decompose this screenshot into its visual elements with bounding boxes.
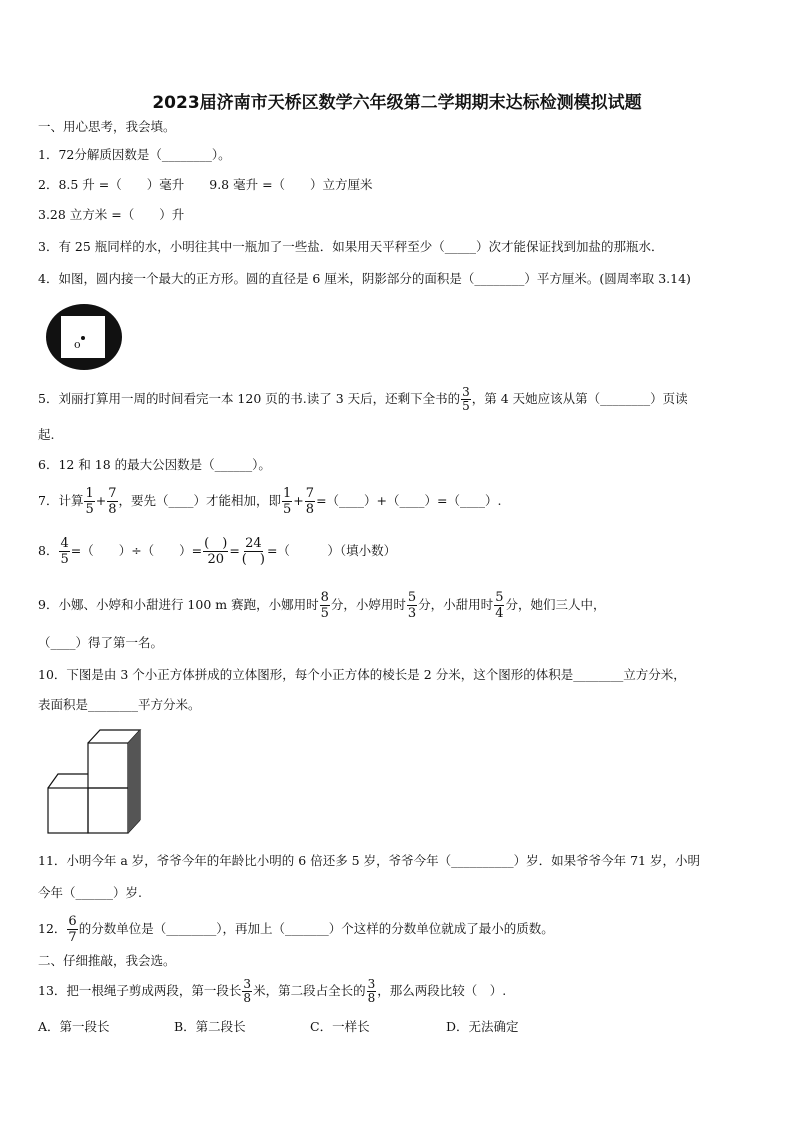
cubes-figure	[46, 728, 156, 838]
question-1: 1．72分解质因数是（________）。	[38, 147, 231, 162]
question-10-line-1: 10．下图是由 3 个小正方体拼成的立体图形，每个小正方体的棱长是 2 分米，这个图形的体积是________立方分米，	[38, 667, 686, 682]
question-9-continued: （____）得了第一名。	[38, 635, 164, 650]
question-4: 4．如图，圆内接一个最大的正方形。圆的直径是 6 厘米，阴影部分的面积是（________）平方厘米。(圆周率取 3.14)	[38, 271, 691, 286]
question-2-line-1: 2．8.5 升 =（ ）毫升 9.8 毫升 =（ ）立方厘米	[38, 177, 373, 192]
question-11-line-2: 今年（______）岁.	[38, 885, 142, 900]
question-9: 9．小娜、小婷和小甜进行 100 m 赛跑，小娜用时 $\frac{8}{5}$ 分，小婷用时 $\frac{5}{3}$ 分，小甜用时 $\frac{5}{4}$ 分，她们三人中，	[38, 590, 606, 621]
cube-shaded-side	[128, 730, 140, 833]
section-heading-1: 一、用心思考，我会填。	[38, 119, 176, 134]
circle-square-figure	[44, 302, 124, 372]
question-11-line-1: 11．小明今年 a 岁，爷爷今年的年龄比小明的 6 倍还多 5 岁，爷爷今年（__________）岁．如果爷爷今年 71 岁，小明	[38, 853, 700, 868]
fraction-3-5: $\frac{3}{5}$	[462, 385, 470, 413]
question-2-line-2: 3.28 立方米 =（ ）升	[38, 207, 185, 222]
cube-front-right	[88, 788, 128, 833]
question-10-line-2: 表面积是________平方分米。	[38, 697, 201, 712]
option-b[interactable]: B．第二段长	[174, 1019, 246, 1034]
center-label: o	[74, 338, 81, 351]
question-8: 8． $\frac{4}{5}$ =（ ）÷（ ）= $\frac{( )}{20}$ = $\frac{24}{( )}$ =（ ）（填小数）	[38, 536, 397, 567]
question-13-options	[38, 1018, 582, 1036]
question-7: 7．计算 $\frac{1}{5}$ + $\frac{7}{8}$ ，要先（____）才能相加，即 $\frac{1}{5}$ + $\frac{7}{8}$ =（____）+（____）=（____）.	[38, 486, 502, 517]
question-12: 12． $\frac{6}{7}$ 的分数单位是（________），再加上（_______）个这样的分数单位就成了最小的质数。	[38, 914, 554, 945]
option-a[interactable]: A．第一段长	[38, 1019, 110, 1034]
option-c[interactable]: C．一样长	[310, 1019, 370, 1034]
page-title: 2023届济南市天桥区数学六年级第二学期期末达标检测模拟试题	[152, 93, 642, 113]
cube-front-left	[48, 788, 88, 833]
question-5-continued: 起.	[38, 427, 55, 442]
center-dot	[81, 336, 85, 340]
section-heading-2: 二、仔细推敲，我会选。	[38, 953, 176, 968]
question-13: 13．把一根绳子剪成两段，第一段长 $\frac{3}{8}$ 米，第二段占全长的 $\frac{3}{8}$ ，那么两段比较（ ）.	[38, 977, 507, 1005]
question-5-text-b: ，第 4 天她应该从第（________）页读	[471, 391, 688, 406]
cube-top	[88, 743, 128, 788]
question-5	[38, 386, 688, 413]
question-6: 6．12 和 18 的最大公因数是（______）。	[38, 457, 271, 472]
question-3: 3．有 25 瓶同样的水，小明往其中一瓶加了一些盐．如果用天平秤至少（_____）次才能保证找到加盐的那瓶水．	[38, 239, 664, 254]
question-5-text-a: 5．刘丽打算用一周的时间看完一本 120 页的书.读了 3 天后，还剩下全书的	[38, 391, 461, 406]
option-d[interactable]: D．无法确定	[446, 1019, 519, 1034]
